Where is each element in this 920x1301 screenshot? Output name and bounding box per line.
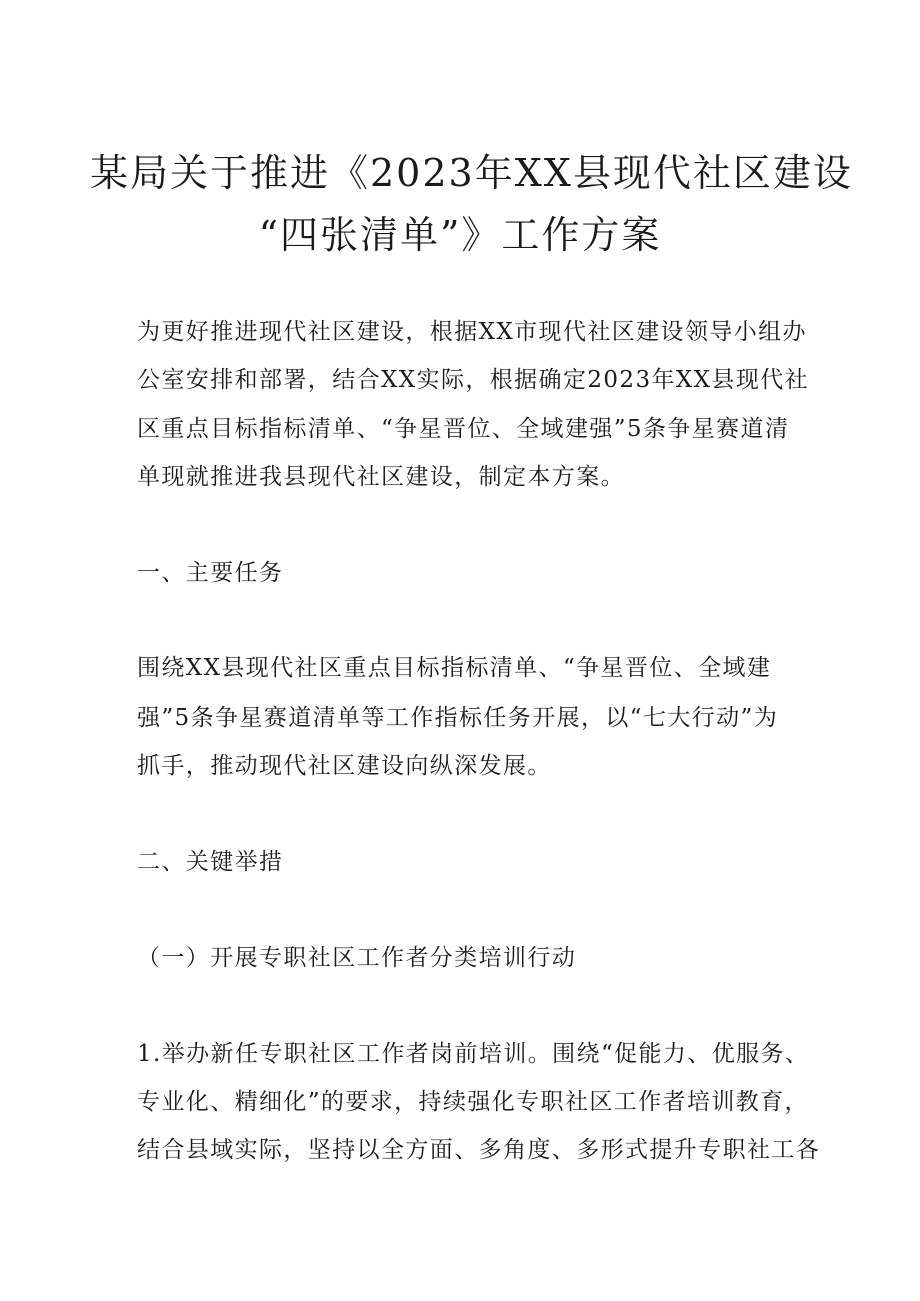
section-heading-key-measures: 二、关键举措 — [137, 849, 284, 875]
intro-line-4: 单现就推进我县现代社区建设，制定本方案。 — [137, 464, 625, 490]
item-1-line-2: 专业化、精细化”的要求，持续强化专职社区工作者培训教育， — [137, 1089, 809, 1115]
subsection-heading-training: （一）开展专职社区工作者分类培训行动 — [137, 945, 577, 971]
section-heading-main-tasks: 一、主要任务 — [137, 560, 284, 586]
item-1-line-3: 结合县域实际，坚持以全方面、多角度、多形式提升专职社工各 — [137, 1137, 821, 1163]
main-tasks-line-1: 围绕XX县现代社区重点目标指标清单、“争星晋位、全域建 — [137, 655, 772, 681]
document-title-line-2: “四张清单”》工作方案 — [258, 213, 662, 258]
intro-line-3: 区重点目标指标清单、“争星晋位、全域建强”5条争星赛道清 — [137, 416, 790, 442]
main-tasks-line-2: 强”5条争星赛道清单等工作指标任务开展，以“七大行动”为 — [137, 705, 779, 731]
main-tasks-line-3: 抓手，推动现代社区建设向纵深发展。 — [137, 753, 552, 779]
document-title-line-1: 某局关于推进《2023年XX县现代社区建设 — [90, 151, 853, 196]
item-1-line-1: 1.举办新任专职社区工作者岗前培训。围绕“促能力、优服务、 — [137, 1041, 810, 1067]
intro-line-1: 为更好推进现代社区建设，根据XX市现代社区建设领导小组办 — [137, 319, 807, 345]
intro-line-2: 公室安排和部署，结合XX实际，根据确定2023年XX县现代社 — [137, 367, 810, 393]
